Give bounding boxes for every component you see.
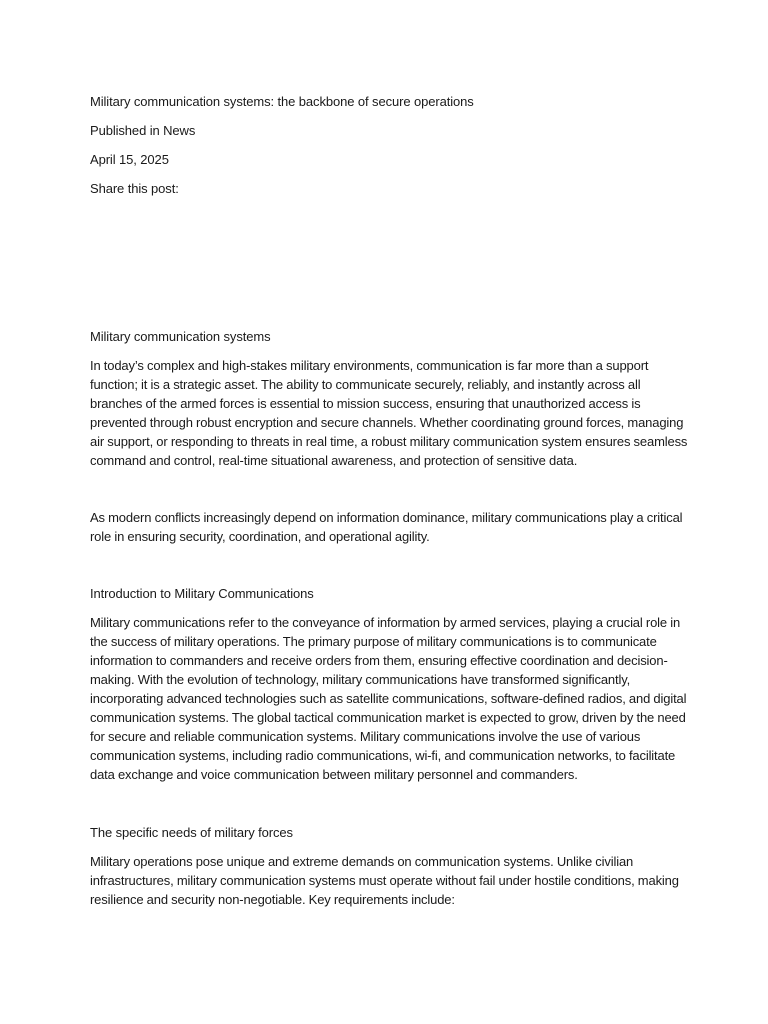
article-category: Published in News (90, 123, 196, 138)
section-specific-needs (90, 823, 690, 909)
paragraph: Military communications refer to the conveyance of information by armed services, playing a crucial role in the success of military operations. The primary purpose of military communications is to communicate information to commanders and receive orders from them, ensuring effective coordination and decision-making. With the evolution of technology, military communications have transformed significantly, incorporating advanced technologies such as satellite communications, software-defined radios, and digital communication systems. The global tactical communication market is expected to grow, driven by the need for secure and reliable communication systems. Military communications involve the use of various communication systems, including radio communications, wi-fi, and communication networks, to facilitate data exchange and voice communication between military personnel and commanders. (90, 615, 687, 782)
paragraph: Military operations pose unique and extreme demands on communication systems. Unlike civilian infrastructures, military communication systems must operate without fail under hostile conditions, making resilience and security non-negotiable. Key requirements include: (90, 854, 679, 907)
section-heading: The specific needs of military forces (90, 825, 293, 840)
section-heading: Military communication systems (90, 329, 271, 344)
section-introduction (90, 584, 690, 784)
article-title: Military communication systems: the backbone of secure operations (90, 94, 474, 109)
section-military-communication-systems (90, 327, 690, 546)
paragraph: In today’s complex and high-stakes military environments, communication is far more than a support function; it is a strategic asset. The ability to communicate securely, reliably, and instantly across all branches of the armed forces is essential to mission success, ensuring that unauthorized access is prevented through robust encryption and secure channels. Whether coordinating ground forces, managing air support, or responding to threats in real time, a robust military communication system ensures seamless command and control, real-time situational awareness, and protection of sensitive data. (90, 358, 688, 468)
share-label: Share this post: (90, 181, 179, 196)
section-heading: Introduction to Military Communications (90, 586, 314, 601)
article (90, 92, 690, 909)
share-buttons-area (90, 198, 690, 327)
article-date: April 15, 2025 (90, 152, 169, 167)
paragraph: As modern conflicts increasingly depend on information dominance, military communications play a critical role in ensuring security, coordination, and operational agility. (90, 510, 683, 544)
